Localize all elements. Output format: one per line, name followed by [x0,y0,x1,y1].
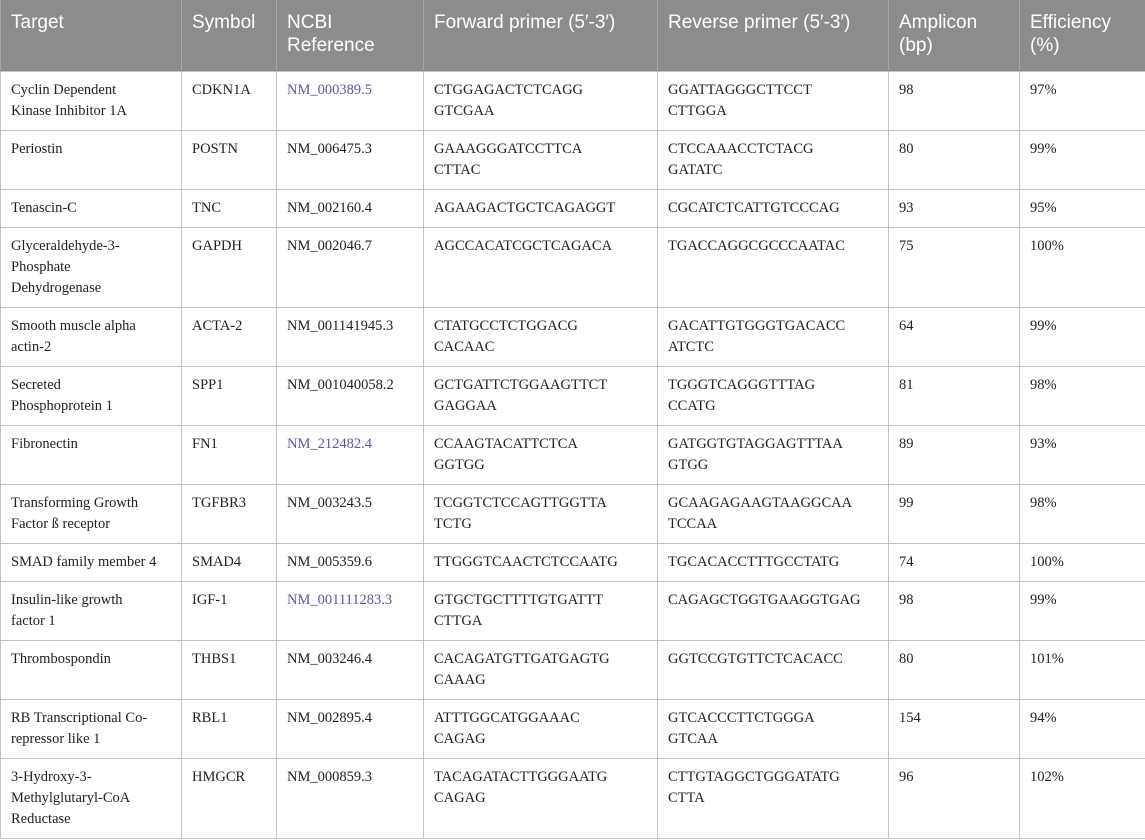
cell-text: Phosphate [11,258,71,275]
cell-text: GAGGAA [434,397,497,414]
table-row [1,71,1145,130]
amplicon-cell [889,307,1020,366]
cell-text: TCTG [434,515,472,532]
symbol-cell [182,484,277,543]
cell-text: Fibronectin [11,435,78,452]
cell-text: TGGGTCAGGGTTTAG [668,376,816,393]
target-cell [1,71,182,130]
target-cell [1,581,182,640]
cell-text: NM_002895.4 [287,709,372,726]
cell-text: 154 [899,709,921,726]
efficiency-cell [1020,640,1145,699]
amplicon-cell [889,130,1020,189]
cell-text: CAGAGCTGGTGAAGGTGAG [668,591,861,608]
cell-text: TGCACACCTTTGCCTATG [668,553,840,570]
cell-text: GCAAGAGAAGTAAGGCAA [668,494,853,511]
cell-text: CAAAG [434,671,486,688]
cell-text: GTCAA [668,730,718,747]
symbol-cell [182,425,277,484]
cell-text: 80 [899,140,914,157]
cell-text: CACAAC [434,338,495,355]
ncbi-reference-header [277,0,424,71]
ncbi-reference-link[interactable]: NM_000389.5 [287,81,372,98]
cell-text: NM_005359.6 [287,553,372,570]
reverse-primer-cell [658,699,889,758]
forward-primer-cell [424,758,658,838]
cell-text: NM_003243.5 [287,494,372,511]
amplicon-cell [889,758,1020,838]
table-row [1,699,1145,758]
target-cell [1,366,182,425]
cell-text: 97% [1030,81,1057,98]
target-cell [1,758,182,838]
cell-text: 93% [1030,435,1057,452]
forward-primer-cell [424,543,658,581]
ncbi-reference-cell[interactable] [277,71,424,130]
table-row [1,581,1145,640]
cell-text: 75 [899,237,914,254]
cell-text: TGACCAGGCGCCCAATAC [668,237,845,254]
cell-text: Secreted [11,376,61,393]
reverse-primer-cell [658,640,889,699]
table-row [1,366,1145,425]
ncbi-reference-link[interactable]: NM_212482.4 [287,435,372,452]
cell-text: 98 [899,81,914,98]
cell-text: SPP1 [192,376,224,393]
cell-text: IGF-1 [192,591,228,608]
cell-text: 99% [1030,591,1057,608]
symbol-cell [182,130,277,189]
ncbi-reference-cell [277,366,424,425]
symbol-cell [182,699,277,758]
cell-text: 64 [899,317,914,334]
cell-text: CAGAG [434,730,486,747]
cell-text: GTCGAA [434,102,495,119]
cell-text: 99 [899,494,914,511]
cell-text: CDKN1A [192,81,251,98]
reverse-primer-cell [658,425,889,484]
cell-text: CTCCAAACCTCTACG [668,140,814,157]
cell-text: 3-Hydroxy-3- [11,768,92,785]
cell-text: 94% [1030,709,1057,726]
table-row [1,227,1145,307]
symbol-cell [182,71,277,130]
cell-text: THBS1 [192,650,237,667]
header-label: (%) [1030,35,1060,56]
efficiency-cell [1020,699,1145,758]
header-label: Target [11,12,64,33]
efficiency-cell [1020,425,1145,484]
cell-text: Kinase Inhibitor 1A [11,102,127,119]
cell-text: RBL1 [192,709,228,726]
symbol-cell [182,189,277,227]
cell-text: TGFBR3 [192,494,246,511]
cell-text: 89 [899,435,914,452]
efficiency-cell [1020,484,1145,543]
amplicon-cell [889,640,1020,699]
efficiency-cell [1020,307,1145,366]
forward-primer-cell [424,484,658,543]
cell-text: 98 [899,591,914,608]
target-cell [1,699,182,758]
cell-text: CTATGCCTCTGGACG [434,317,578,334]
target-cell [1,640,182,699]
amplicon-cell [889,366,1020,425]
cell-text: TTGGGTCAACTCTCCAATG [434,553,618,570]
cell-text: CTTGGA [668,102,727,119]
target-cell [1,543,182,581]
cell-text: CCATG [668,397,716,414]
amplicon-cell [889,581,1020,640]
amplicon-cell [889,227,1020,307]
cell-text: TCGGTCTCCAGTTGGTTA [434,494,607,511]
forward-primer-cell [424,130,658,189]
target-cell [1,484,182,543]
reverse-primer-header [658,0,889,71]
cell-text: ATTTGGCATGGAAAC [434,709,580,726]
reverse-primer-cell [658,758,889,838]
cell-text: GGTCCGTGTTCTCACACC [668,650,843,667]
cell-text: NM_001141945.3 [287,317,394,334]
symbol-cell [182,581,277,640]
cell-text: CTTAC [434,161,481,178]
cell-text: GATGGTGTAGGAGTTTAA [668,435,843,452]
cell-text: Dehydrogenase [11,279,102,296]
efficiency-cell [1020,758,1145,838]
cell-text: CTTGA [434,612,483,629]
cell-text: 101% [1030,650,1064,667]
cell-text: GTGCTGCTTTTGTGATTT [434,591,604,608]
cell-text: GAAAGGGATCCTTCA [434,140,583,157]
cell-text: Insulin-like growth [11,591,123,608]
efficiency-cell [1020,130,1145,189]
ncbi-reference-cell [277,307,424,366]
efficiency-cell [1020,71,1145,130]
cell-text: CCAAGTACATTCTCA [434,435,578,452]
table-body [1,71,1145,838]
cell-text: 98% [1030,376,1057,393]
amplicon-cell [889,71,1020,130]
forward-primer-cell [424,425,658,484]
target-cell [1,425,182,484]
ncbi-reference-cell[interactable] [277,581,424,640]
cell-text: Cyclin Dependent [11,81,117,98]
target-cell [1,307,182,366]
cell-text: factor 1 [11,612,56,629]
reverse-primer-cell [658,366,889,425]
cell-text: ACTA-2 [192,317,243,334]
cell-text: actin-2 [11,338,52,355]
header-label: (bp) [899,35,933,56]
cell-text: GGATTAGGGCTTCCT [668,81,812,98]
cell-text: GACATTGTGGGTGACACC [668,317,846,334]
target-header [1,0,182,71]
cell-text: 100% [1030,553,1064,570]
header-row [1,0,1145,71]
efficiency-cell [1020,189,1145,227]
cell-text: NM_001040058.2 [287,376,394,393]
cell-text: SMAD4 [192,553,242,570]
header-label: Symbol [192,12,256,33]
efficiency-cell [1020,366,1145,425]
cell-text: GATATC [668,161,723,178]
cell-text: NM_002160.4 [287,199,372,216]
cell-text: GTGG [668,456,709,473]
reverse-primer-cell [658,543,889,581]
amplicon-cell [889,484,1020,543]
symbol-cell [182,640,277,699]
table-row [1,130,1145,189]
cell-text: 100% [1030,237,1064,254]
cell-text: 74 [899,553,914,570]
cell-text: Periostin [11,140,63,157]
cell-text: CTGGAGACTCTCAGG [434,81,584,98]
table-row [1,543,1145,581]
ncbi-reference-cell [277,484,424,543]
amplicon-cell [889,425,1020,484]
cell-text: POSTN [192,140,238,157]
cell-text: CACAGATGTTGATGAGTG [434,650,610,667]
cell-text: TCCAA [668,515,718,532]
symbol-cell [182,543,277,581]
cell-text: GGTGG [434,456,485,473]
cell-text: NM_003246.4 [287,650,372,667]
amplicon-cell [889,543,1020,581]
cell-text: NM_000859.3 [287,768,372,785]
ncbi-reference-cell [277,189,424,227]
cell-text: CGCATCTCATTGTCCCAG [668,199,840,216]
cell-text: AGCCACATCGCTCAGACA [434,237,613,254]
table-row [1,640,1145,699]
efficiency-header [1020,0,1145,71]
ncbi-reference-cell [277,640,424,699]
table-row [1,425,1145,484]
cell-text: TNC [192,199,221,216]
forward-primer-cell [424,366,658,425]
cell-text: 95% [1030,199,1057,216]
reverse-primer-cell [658,227,889,307]
reverse-primer-cell [658,130,889,189]
target-cell [1,227,182,307]
target-cell [1,130,182,189]
cell-text: repressor like 1 [11,730,101,747]
cell-text: Glyceraldehyde-3- [11,237,120,254]
cell-text: CTTGTAGGCTGGGATATG [668,768,840,785]
cell-text: Transforming Growth [11,494,139,511]
header-label: Efficiency [1030,12,1111,33]
forward-primer-cell [424,307,658,366]
cell-text: Thrombospondin [11,650,111,667]
symbol-header [182,0,277,71]
symbol-cell [182,366,277,425]
header-label: Reference [287,35,375,56]
cell-text: 93 [899,199,914,216]
forward-primer-header [424,0,658,71]
cell-text: Factor ß receptor [11,515,111,532]
cell-text: Smooth muscle alpha [11,317,136,334]
cell-text: CTTA [668,789,705,806]
forward-primer-cell [424,71,658,130]
cell-text: 98% [1030,494,1057,511]
cell-text: TACAGATACTTGGGAATG [434,768,608,785]
cell-text: 81 [899,376,914,393]
cell-text: 99% [1030,140,1057,157]
cell-text: CAGAG [434,789,486,806]
cell-text: NM_006475.3 [287,140,372,157]
header-label: NCBI [287,12,333,33]
cell-text: Reductase [11,810,71,827]
forward-primer-cell [424,227,658,307]
symbol-cell [182,307,277,366]
amplicon-header [889,0,1020,71]
forward-primer-cell [424,699,658,758]
cell-text: HMGCR [192,768,246,785]
ncbi-reference-cell[interactable] [277,425,424,484]
amplicon-cell [889,189,1020,227]
ncbi-reference-cell [277,130,424,189]
reverse-primer-cell [658,189,889,227]
table-row [1,484,1145,543]
reverse-primer-cell [658,581,889,640]
forward-primer-cell [424,581,658,640]
table-header [1,0,1145,71]
forward-primer-cell [424,640,658,699]
header-label: Forward primer (5′-3′) [434,12,616,33]
cell-text: 80 [899,650,914,667]
amplicon-cell [889,699,1020,758]
cell-text: ATCTC [668,338,714,355]
symbol-cell [182,227,277,307]
efficiency-cell [1020,543,1145,581]
reverse-primer-cell [658,307,889,366]
cell-text: SMAD family member 4 [11,553,157,570]
forward-primer-cell [424,189,658,227]
reverse-primer-cell [658,71,889,130]
symbol-cell [182,758,277,838]
cell-text: AGAAGACTGCTCAGAGGT [434,199,616,216]
ncbi-reference-cell [277,699,424,758]
cell-text: GAPDH [192,237,242,254]
efficiency-cell [1020,581,1145,640]
cell-text: 102% [1030,768,1064,785]
ncbi-reference-link[interactable]: NM_001111283.3 [287,591,393,608]
table-row [1,307,1145,366]
cell-text: Tenascin-C [11,199,77,216]
cell-text: RB Transcriptional Co- [11,709,148,726]
ncbi-reference-cell [277,543,424,581]
ncbi-reference-cell [277,227,424,307]
cell-text: FN1 [192,435,218,452]
cell-text: Phosphoprotein 1 [11,397,113,414]
cell-text: 99% [1030,317,1057,334]
cell-text: GTCACCCTTCTGGGA [668,709,815,726]
cell-text: 96 [899,768,914,785]
cell-text: GCTGATTCTGGAAGTTCT [434,376,608,393]
table-row [1,758,1145,838]
header-label: Amplicon [899,12,978,33]
reverse-primer-cell [658,484,889,543]
table-row [1,189,1145,227]
cell-text: NM_002046.7 [287,237,372,254]
ncbi-reference-cell [277,758,424,838]
cell-text: Methylglutaryl-CoA [11,789,131,806]
header-label: Reverse primer (5′-3′) [668,12,851,33]
target-cell [1,189,182,227]
efficiency-cell [1020,227,1145,307]
